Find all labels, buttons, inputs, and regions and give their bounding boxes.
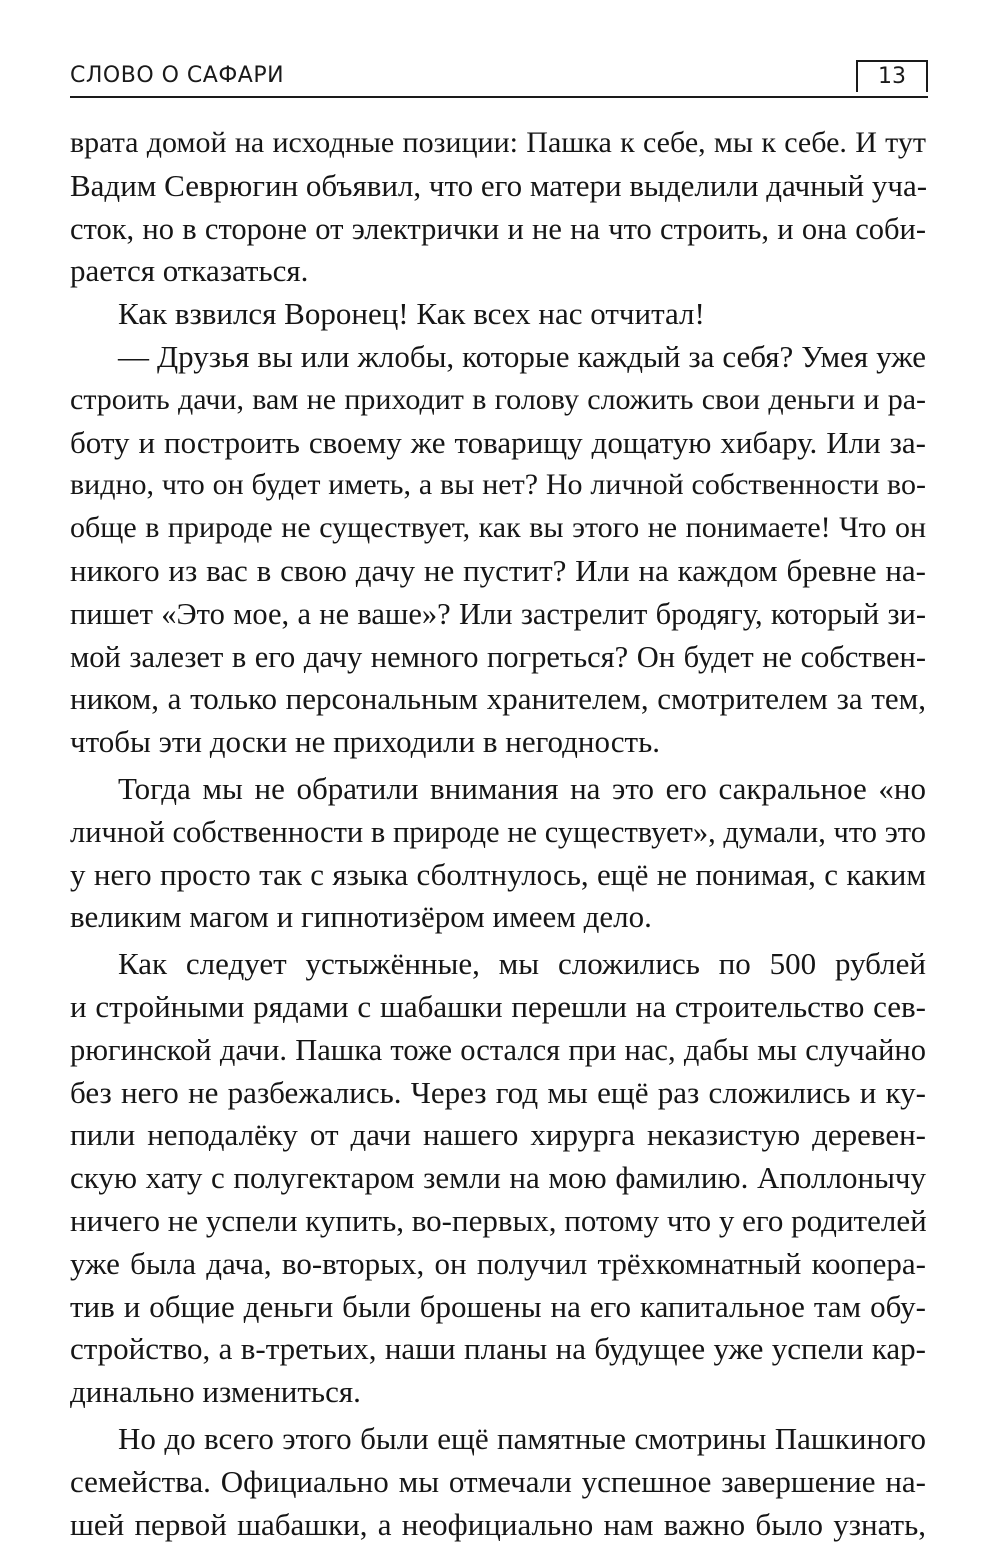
text-line: уже была дача, во-вторых, он получил трёхкомнатный коопера-	[70, 1243, 926, 1286]
text-line: ником, а только персональным хранителем, смотрителем за тем,	[70, 678, 926, 721]
running-header	[70, 60, 928, 98]
text-line: врата домой на исходные позиции: Пашка к себе, мы к себе. И тут	[70, 122, 926, 165]
text-line: видно, что он будет иметь, а вы нет? Но личной собственности во-	[70, 464, 926, 507]
page-number: 13	[856, 60, 928, 92]
text-line: скую хату с полугектаром земли на мою фамилию. Аполлонычу	[70, 1157, 926, 1200]
text-line: шей первой шабашки, а неофициально нам важно было узнать,	[70, 1504, 926, 1546]
text-line: рается отказаться.	[70, 250, 926, 293]
text-line: стройство, а в-третьих, наши планы на будущее уже успели кар-	[70, 1328, 926, 1371]
text-line: без него не разбежались. Через год мы ещё раз сложились и ку-	[70, 1072, 926, 1115]
chapter-title: СЛОВО О САФАРИ	[70, 62, 284, 90]
text-line: Тогда мы не обратили внимания на это его сакральное «но	[70, 768, 926, 811]
text-line: Но до всего этого были ещё памятные смотрины Пашкиного	[70, 1418, 926, 1461]
text-line: Вадим Севрюгин объявил, что его матери выделили дачный уча-	[70, 165, 926, 208]
text-line: и стройными рядами с шабашки перешли на строительство сев-	[70, 986, 926, 1029]
text-line: пишет «Это мое, а не ваше»? Или застрелит бродягу, который зи-	[70, 593, 926, 636]
text-line: пили неподалёку от дачи нашего хирурга неказистую деревен-	[70, 1114, 926, 1157]
text-line: никого из вас в свою дачу не пустит? Или на каждом бревне на-	[70, 550, 926, 593]
body-text	[70, 122, 926, 1546]
text-line: ничего не успели купить, во-первых, потому что у его родителей	[70, 1200, 926, 1243]
text-line: динально измениться.	[70, 1371, 926, 1414]
text-line: боту и построить своему же товарищу дощатую хибару. Или за-	[70, 422, 926, 465]
text-line: у него просто так с языка сболтнулось, ещё не понимая, с каким	[70, 854, 926, 897]
text-line: Как следует устыжённые, мы сложились по 500 рублей	[70, 943, 926, 986]
text-line: тив и общие деньги были брошены на его капитальное там обу-	[70, 1286, 926, 1329]
text-line: Как взвился Воронец! Как всех нас отчитал!	[70, 293, 926, 336]
text-line: чтобы эти доски не приходили в негодность.	[70, 721, 926, 764]
text-line: строить дачи, вам не приходит в голову сложить свои деньги и ра-	[70, 379, 926, 422]
text-line: личной собственности в природе не существует», думали, что это	[70, 811, 926, 854]
text-line: сток, но в стороне от электрички и не на что строить, и она соби-	[70, 208, 926, 251]
text-line: рюгинской дачи. Пашка тоже остался при нас, дабы мы случайно	[70, 1029, 926, 1072]
text-line: мой залезет в его дачу немного погреться? Он будет не собствен-	[70, 636, 926, 679]
text-line: семейства. Официально мы отмечали успешное завершение на-	[70, 1461, 926, 1504]
text-line: великим магом и гипнотизёром имеем дело.	[70, 896, 926, 939]
text-line: обще в природе не существует, как вы этого не понимаете! Что он	[70, 507, 926, 550]
text-line: — Друзья вы или жлобы, которые каждый за себя? Умея уже	[70, 336, 926, 379]
